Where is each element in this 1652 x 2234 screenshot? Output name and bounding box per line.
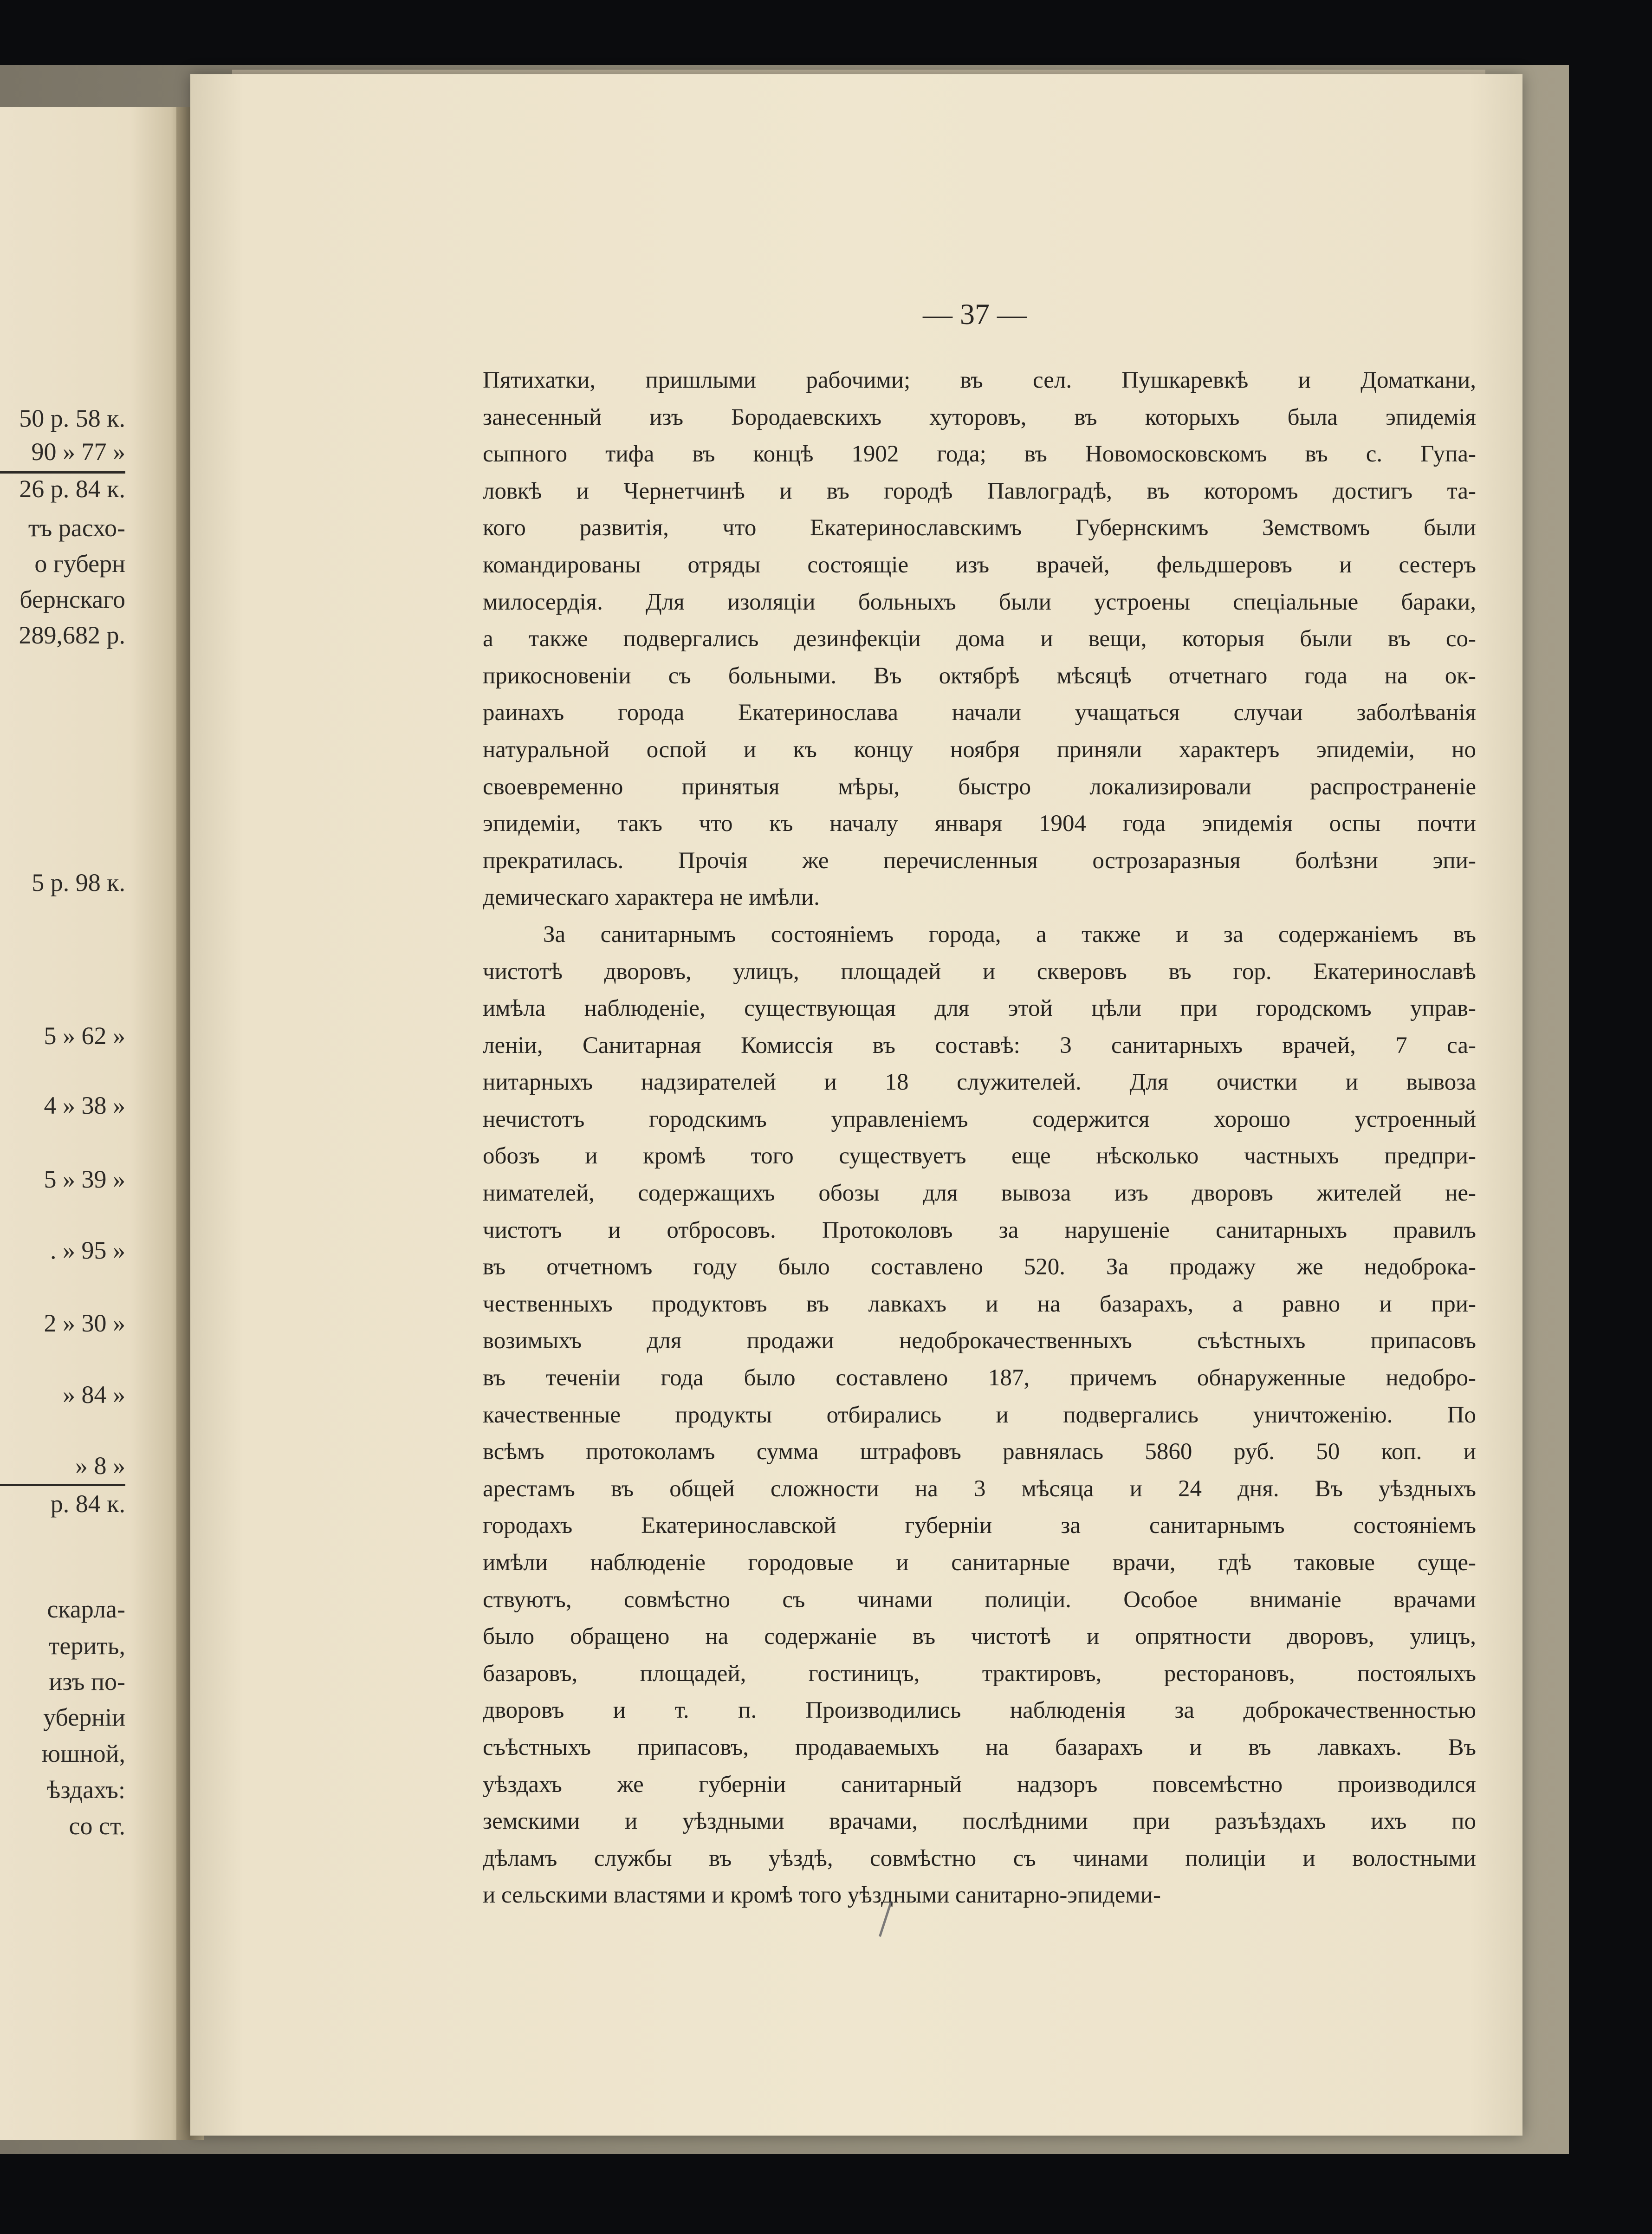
left-line: 2 » 30 » xyxy=(44,1309,125,1337)
text-line: базаровъ, площадей, гостиницъ, трактировъ, ресторановъ, постоялыхъ xyxy=(483,1660,1476,1687)
left-line: бернскаго xyxy=(19,585,125,613)
text-line: нечистотъ городскимъ управленіемъ содержится хорошо устроенный xyxy=(483,1106,1476,1132)
left-line: скарла- xyxy=(47,1595,125,1623)
text-line: имѣла наблюденіе, существующая для этой цѣли при городскомъ управ- xyxy=(483,995,1476,1022)
page-number: — 37 — xyxy=(923,298,1027,331)
sum-rule xyxy=(0,471,125,474)
text-line: дѣламъ службы въ уѣздѣ, совмѣстно съ чинами полиціи и волостными xyxy=(483,1845,1476,1871)
text-line: имѣли наблюденіе городовые и санитарные врачи, гдѣ таковые суще- xyxy=(483,1550,1476,1576)
left-line: » 84 » xyxy=(63,1381,125,1409)
text-line: земскими и уѣздными врачами, послѣдними при разъѣздахъ ихъ по xyxy=(483,1808,1476,1835)
left-line: со ст. xyxy=(69,1812,125,1840)
text-line: сыпного тифа въ концѣ 1902 года; въ Новомосковскомъ въ с. Гупа- xyxy=(483,441,1476,468)
text-line: милосердія. Для изоляціи больныхъ были устроены спеціальные бараки, xyxy=(483,589,1476,615)
left-line: 26 р. 84 к. xyxy=(19,475,125,503)
text-line: натуральной оспой и къ концу ноября приняли характеръ эпидеміи, но xyxy=(483,736,1476,763)
left-line: р. 84 к. xyxy=(50,1490,125,1518)
text-line: дворовъ и т. п. Производились наблюденія за доброкачественностью xyxy=(483,1697,1476,1724)
text-line: чистотѣ дворовъ, улицъ, площадей и скверовъ въ гор. Екатеринославѣ xyxy=(483,958,1476,985)
text-line: За санитарнымъ состояніемъ города, а также и за содержаніемъ въ xyxy=(543,921,1476,948)
left-line: о губерн xyxy=(34,550,125,578)
body-text xyxy=(483,362,1476,1914)
text-line: Пятихатки, пришлыми рабочими; въ сел. Пушкаревкѣ и Доматкани, xyxy=(483,367,1476,393)
text-line: нимателей, содержащихъ обозы для вывоза изъ дворовъ жителей не- xyxy=(483,1180,1476,1207)
left-line: 5 р. 98 к. xyxy=(32,869,125,896)
text-line: своевременно принятыя мѣры, быстро локализировали распространеніе xyxy=(483,773,1476,800)
left-line: юшной, xyxy=(41,1740,125,1767)
text-line: качественные продукты отбирались и подвергались уничтоженію. По xyxy=(483,1402,1476,1428)
left-line: 289,682 р. xyxy=(19,621,125,649)
left-line: тъ расхо- xyxy=(28,514,125,542)
text-line: всѣмъ протоколамъ сумма штрафовъ равнялась 5860 руб. 50 коп. и xyxy=(483,1439,1476,1465)
sum-rule xyxy=(0,1484,125,1486)
text-line: въ отчетномъ году было составлено 520. За продажу же недоброка- xyxy=(483,1254,1476,1280)
paragraph-1 xyxy=(483,362,1476,916)
text-line: нитарныхъ надзирателей и 18 служителей. Для очистки и вывоза xyxy=(483,1069,1476,1096)
text-line: демическаго характера не имѣли. xyxy=(483,884,820,911)
text-line: а также подвергались дезинфекціи дома и вещи, которыя были въ со- xyxy=(483,626,1476,652)
text-line: кого развитія, что Екатеринославскимъ Губернскимъ Земствомъ были xyxy=(483,515,1476,541)
text-line: въ теченіи года было составлено 187, причемъ обнаруженные недобро- xyxy=(483,1365,1476,1391)
text-line: арестамъ въ общей сложности на 3 мѣсяца и 24 дня. Въ уѣздныхъ xyxy=(483,1475,1476,1502)
text-line: командированы отряды состоящіе изъ врачей, фельдшеровъ и сестеръ xyxy=(483,552,1476,578)
paragraph-2 xyxy=(483,916,1476,1914)
left-line: . » 95 » xyxy=(50,1236,125,1264)
text-line: леніи, Санитарная Комиссія въ составѣ: 3 санитарныхъ врачей, 7 са- xyxy=(483,1032,1476,1059)
text-line: было обращено на содержаніе въ чистотѣ и опрятности дворовъ, улицъ, xyxy=(483,1624,1476,1650)
left-line: терить, xyxy=(48,1632,125,1660)
text-line: ствуютъ, совмѣстно съ чинами полиціи. Особое вниманіе врачами xyxy=(483,1586,1476,1613)
left-line: 5 » 62 » xyxy=(44,1022,125,1050)
text-line: занесенный изъ Бородаевскихъ хуторовъ, въ которыхъ была эпидемія xyxy=(483,404,1476,430)
text-line: и сельскими властями и кромѣ того уѣздными санитарно-эпидеми- xyxy=(483,1882,1161,1909)
left-line: 90 » 77 » xyxy=(31,438,125,466)
text-line: уѣздахъ же губерніи санитарный надзоръ повсемѣстно производился xyxy=(483,1771,1476,1798)
left-page xyxy=(0,107,186,2140)
left-line: 4 » 38 » xyxy=(44,1091,125,1119)
left-line: изъ по- xyxy=(49,1668,125,1695)
text-line: прикосновеніи съ больными. Въ октябрѣ мѣсяцѣ отчетнаго года на ок- xyxy=(483,662,1476,689)
text-line: съѣстныхъ припасовъ, продаваемыхъ на базарахъ и въ лавкахъ. Въ xyxy=(483,1734,1476,1760)
text-line: обозъ и кромѣ того существуетъ еще нѣсколько частныхъ предпри- xyxy=(483,1143,1476,1169)
left-line: ѣздахъ: xyxy=(47,1776,125,1804)
text-line: чистотъ и отбросовъ. Протоколовъ за нарушеніе санитарныхъ правилъ xyxy=(483,1217,1476,1243)
text-line: прекратилась. Прочія же перечисленныя острозаразныя болѣзни эпи- xyxy=(483,847,1476,874)
left-line: » 8 » xyxy=(75,1452,125,1480)
left-line: 5 » 39 » xyxy=(44,1165,125,1193)
text-line: городахъ Екатеринославской губерніи за санитарнымъ состояніемъ xyxy=(483,1513,1476,1539)
text-line: ловкѣ и Чернетчинѣ и въ городѣ Павлоградѣ, въ которомъ достигъ та- xyxy=(483,478,1476,504)
left-line: уберніи xyxy=(43,1703,125,1731)
text-line: эпидеміи, такъ что къ началу января 1904 года эпидемія оспы почти xyxy=(483,811,1476,837)
text-line: возимыхъ для продажи недоброкачественныхъ съѣстныхъ припасовъ xyxy=(483,1328,1476,1354)
text-line: чественныхъ продуктовъ въ лавкахъ и на базарахъ, а равно и при- xyxy=(483,1291,1476,1317)
text-line: раинахъ города Екатеринослава начали учащаться случаи заболѣванія xyxy=(483,700,1476,726)
left-line: 50 р. 58 к. xyxy=(19,404,125,432)
